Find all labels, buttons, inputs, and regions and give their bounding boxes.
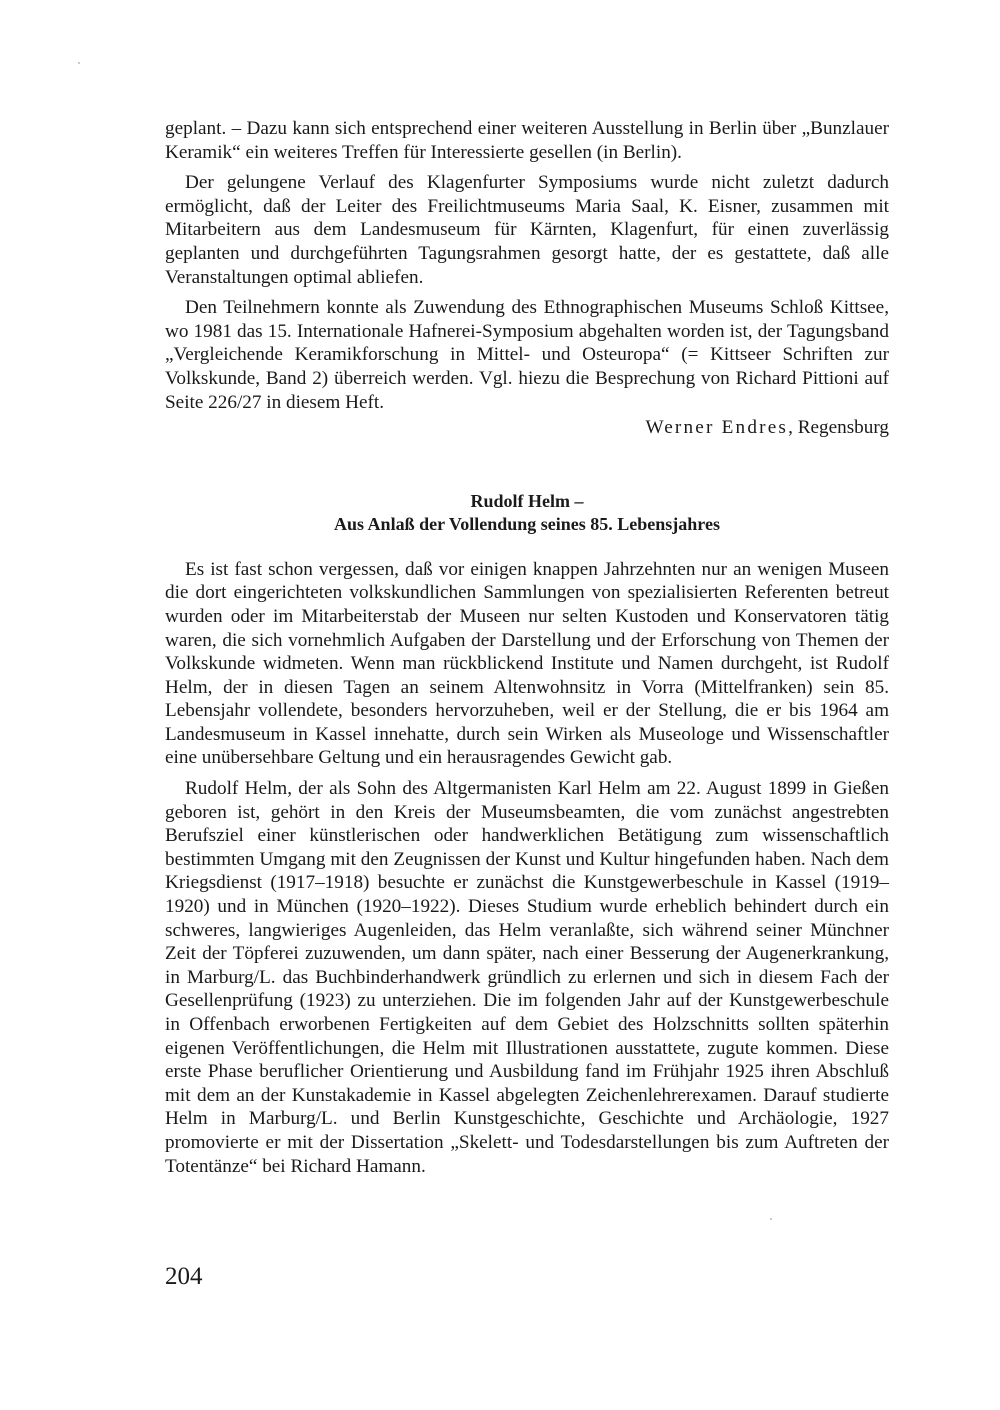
article-rudolf-helm <box>165 490 889 1178</box>
author-signature <box>165 416 889 440</box>
paragraph: Rudolf Helm, der als Sohn des Altgermanisten Karl Helm am 22. August 1899 in Gießen geboren ist, gehört in den Kreis der Museumsbeamten, die vom zunächst angestrebten Berufsziel einer künstlerischen oder handwerklichen Betätigung zum wissenschaftlich bestimmten Umgang mit den Zeugnissen der Kunst und Kultur hingefunden haben. Nach dem Kriegsdienst (1917–1918) besuchte er zunächst die Kunstgewerbeschule in Kassel (1919–1920) und in München (1920–1922). Dieses Studium wurde erheblich behindert durch ein schweres, langwieriges Augenleiden, das Helm veranlaßte, sich während seiner Münchner Zeit der Töpferei zuzuwenden, um dann später, nach einer Besserung der Augenerkrankung, in Marburg/L. das Buchbinderhandwerk gründlich zu erlernen und sich in diesem Fach der Gesellenprüfung (1923) zu unterziehen. Die im folgenden Jahr auf der Kunstgewerbeschule in Offenbach erworbenen Fertigkeiten auf dem Gebiet des Holzschnitts sollten späterhin eigenen Veröffentlichungen, die Helm mit Illustrationen ausstattete, zugute kommen. Diese erste Phase beruflicher Orientierung und Ausbildung fand im Frühjahr 1925 ihren Abschluß mit dem an der Kunstakademie in Kassel abgelegten Zeichenlehrerexamen. Darauf studierte Helm in Marburg/L. und Berlin Kunstgeschichte, Geschichte und Archäologie, 1927 promovierte er mit der Dissertation „Skelett- und Todesdarstellungen bis zum Auftreten der Totentänze“ bei Richard Hamann. <box>165 778 889 1177</box>
paragraph: Es ist fast schon vergessen, daß vor einigen knappen Jahrzehnten nur an wenigen Museen die dort eingerichteten volkskundlichen Sammlungen von spezialisierten Referenten betreut wurden oder im Mitarbeiterstab der Museen nur selten Kustoden und Konservatoren tätig waren, die sich vornehmlich Aufgaben der Darstellung und der Erforschung von Themen der Volkskunde widmeten. Wenn man rückblickend Institute und Namen durchgeht, ist Rudolf Helm, der in diesen Tagen an seinem Altenwohnsitz in Vorra (Mittelfranken) sein 85. Lebensjahr vollendete, besonders hervorzuheben, weil er der Stellung, die er bis 1964 am Landesmuseum in Kassel innehatte, durch sein Wirken als Museologe und Wissenschaftler eine unübersehbare Geltung und ein herausragendes Gewicht gab. <box>165 558 889 769</box>
scan-speck <box>770 1218 772 1220</box>
page-body <box>165 117 889 1178</box>
paragraph: geplant. – Dazu kann sich entsprechend einer weiteren Ausstellung in Berlin über „Bunzlauer Keramik“ ein weiteres Treffen für Interessierte gesellen (in Berlin). <box>165 118 889 163</box>
scan-speck <box>78 62 80 64</box>
author-name: Werner Endres <box>645 417 789 439</box>
article-subtitle: Aus Anlaß der Vollendung seines 85. Lebensjahres <box>334 513 720 534</box>
article-symposium-report <box>165 117 889 440</box>
author-place: , Regensburg <box>788 417 889 439</box>
article-title: Rudolf Helm – <box>470 490 584 511</box>
article-heading <box>165 490 889 536</box>
page-number: 204 <box>165 1263 203 1290</box>
paragraph: Den Teilnehmern konnte als Zuwendung des Ethnographischen Museums Schloß Kittsee, wo 1981 das 15. Internationale Hafnerei-Symposium abgehalten worden ist, der Tagungsband „Vergleichende Keramikforschung in Mittel- und Osteuropa“ (= Kittseer Schriften zur Volkskunde, Band 2) überreich werden. Vgl. hiezu die Besprechung von Richard Pittioni auf Seite 226/27 in diesem Heft. <box>165 297 889 413</box>
paragraph: Der gelungene Verlauf des Klagenfurter Symposiums wurde nicht zuletzt dadurch ermöglicht, daß der Leiter des Freilichtmuseums Maria Saal, K. Eisner, zusammen mit Mitarbeitern aus dem Landesmuseum für Kärnten, Klagenfurt, für einen zuverlässig geplanten und durchgeführten Tagungsrahmen gesorgt hatte, der es gestattete, daß alle Veranstaltungen optimal abliefen. <box>165 172 889 288</box>
